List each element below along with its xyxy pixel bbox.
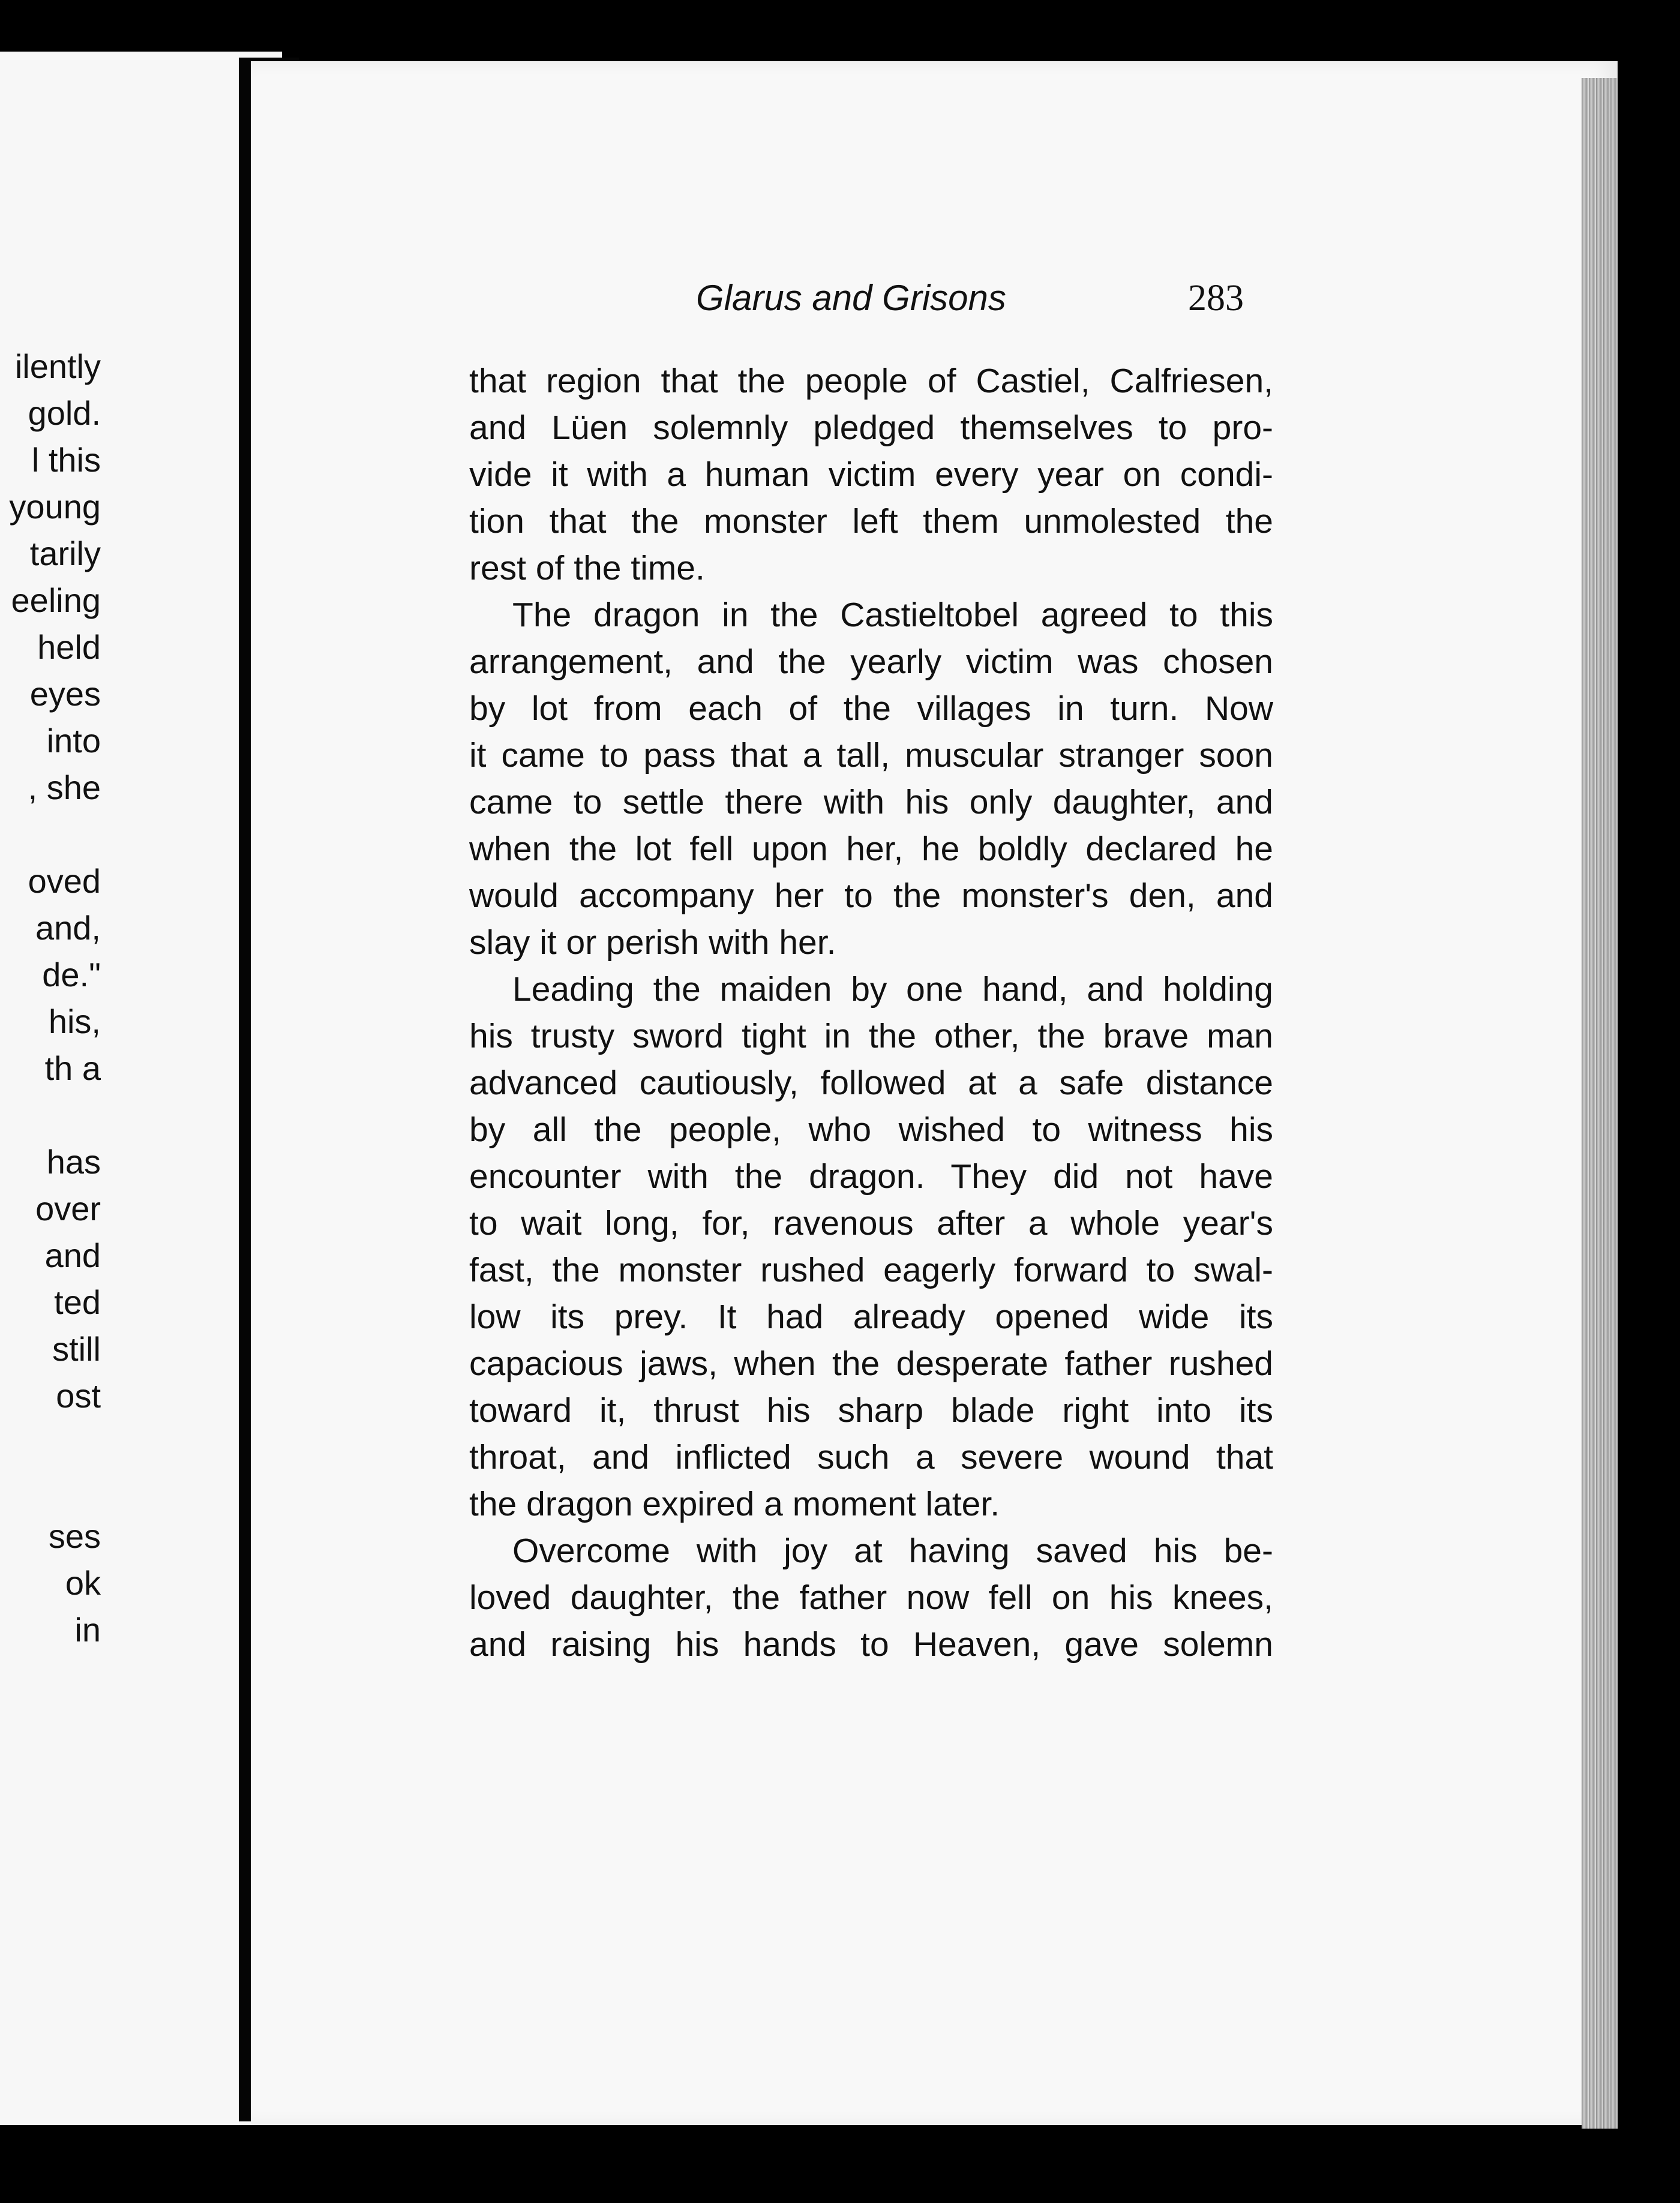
- left-page-line: th a: [44, 1049, 101, 1087]
- left-page-line: l this: [31, 441, 101, 479]
- text-line: Leading the maiden by one hand, and holding: [512, 970, 1273, 1009]
- text-line: the dragon expired a moment later.: [469, 1485, 1000, 1523]
- text-line: throat, and inflicted such a severe wound that: [469, 1438, 1273, 1476]
- text-line: rest of the time.: [469, 549, 705, 587]
- left-page-line: de.": [42, 956, 101, 994]
- left-page-line: [0, 1466, 101, 1513]
- text-line: low its prey. It had already opened wide its: [469, 1298, 1273, 1336]
- text-line: capacious jaws, when the desperate father rushed: [469, 1344, 1273, 1383]
- left-page-line: ost: [56, 1377, 101, 1415]
- left-page-line: ok: [65, 1564, 101, 1602]
- left-page-line: into: [46, 722, 101, 760]
- text-line: tion that the monster left them unmolested the: [469, 502, 1273, 541]
- text-line: fast, the monster rushed eagerly forward to swal-: [469, 1251, 1273, 1289]
- left-page-text: [0, 343, 101, 1653]
- text-line: his trusty sword tight in the other, the brave man: [469, 1017, 1273, 1055]
- text-line: to wait long, for, ravenous after a whole year's: [469, 1204, 1273, 1242]
- left-page-line: and,: [35, 909, 101, 947]
- left-page-line: eyes: [29, 675, 101, 713]
- left-page-line: in: [74, 1611, 101, 1649]
- text-line: toward it, thrust his sharp blade right into its: [469, 1391, 1273, 1430]
- text-line: Overcome with joy at having saved his be-: [512, 1532, 1273, 1570]
- text-line: would accompany her to the monster's den, and: [469, 877, 1273, 915]
- page-edge: [1582, 78, 1618, 2129]
- left-page-line: ted: [54, 1283, 101, 1321]
- left-page-line: [0, 1419, 101, 1466]
- body-text: [469, 358, 1273, 1668]
- text-line: came to settle there with his only daughter, and: [469, 783, 1273, 821]
- left-page-line: eeling: [11, 581, 101, 619]
- left-page-line: ses: [48, 1517, 101, 1555]
- text-line: by lot from each of the villages in turn. Now: [469, 689, 1273, 728]
- text-line: and raising his hands to Heaven, gave solemn: [469, 1625, 1273, 1664]
- left-page-line: tarily: [29, 535, 101, 572]
- left-page-line: and: [44, 1236, 101, 1274]
- text-line: encounter with the dragon. They did not have: [469, 1157, 1273, 1196]
- running-head: Glarus and Grisons: [696, 278, 1006, 318]
- text-line: when the lot fell upon her, he boldly declared he: [469, 830, 1273, 868]
- left-page-line: gold.: [28, 394, 101, 432]
- left-page-line: [0, 1092, 101, 1139]
- left-page-line: has: [46, 1143, 101, 1181]
- text-line: and Lüen solemnly pledged themselves to pro-: [469, 409, 1273, 447]
- text-line: by all the people, who wished to witness his: [469, 1110, 1273, 1149]
- text-line: slay it or perish with her.: [469, 923, 836, 962]
- text-line: vide it with a human victim every year on condi-: [469, 455, 1273, 494]
- left-page-line: over: [35, 1190, 101, 1227]
- left-page-line: still: [52, 1330, 101, 1368]
- left-page-line: held: [37, 628, 101, 666]
- left-page-line: , she: [28, 769, 101, 806]
- text-line: The dragon in the Castieltobel agreed to this: [512, 596, 1273, 634]
- left-page-line: oved: [28, 862, 101, 900]
- text-line: it came to pass that a tall, muscular stranger soon: [469, 736, 1273, 775]
- text-line: arrangement, and the yearly victim was chosen: [469, 643, 1273, 681]
- text-line: loved daughter, the father now fell on his knees,: [469, 1578, 1273, 1617]
- text-line: that region that the people of Castiel, Calfriesen,: [469, 362, 1273, 400]
- left-page-line: his,: [48, 1003, 101, 1040]
- left-page-line: [0, 811, 101, 858]
- text-line: advanced cautiously, followed at a safe distance: [469, 1064, 1273, 1102]
- left-page-line: ilently: [14, 347, 101, 385]
- left-page-line: young: [9, 488, 101, 526]
- page-number: 283: [1188, 278, 1244, 319]
